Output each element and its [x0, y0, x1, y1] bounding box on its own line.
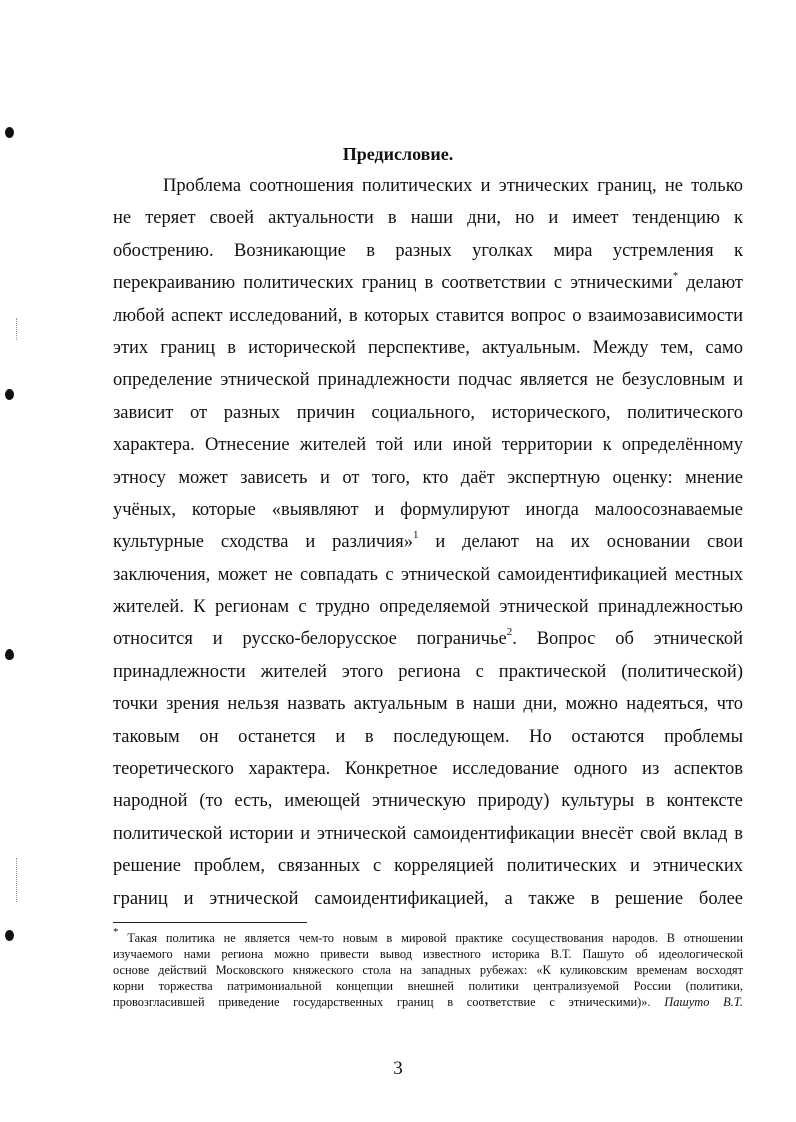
- text-line: не теряет своей актуальности в наши дни, но и имеет тенденцию к: [113, 208, 743, 229]
- footnote-separator: [113, 922, 307, 923]
- page-title: Предисловие.: [342, 144, 454, 164]
- text-line: определение этнической принадлежности подчас является не безусловным и: [113, 370, 743, 391]
- text-line: политической истории и этнической самоидентификации внесёт свой вклад в: [113, 823, 743, 844]
- text-line: культурные сходства и различия»$^1$ и делают на их основании свои: [113, 529, 743, 553]
- margin-dots: [16, 858, 18, 902]
- text-line: этих границ в исторической перспективе, актуальным. Между тем, само: [113, 337, 743, 358]
- footnote-line: корни торжества патримониальной концепции внешней политики централизуемой России (политики,: [113, 979, 743, 994]
- text-line: учёных, которые «выявляют и формулируют иногда малоосознаваемые: [113, 499, 743, 520]
- margin-bullet: [5, 649, 14, 660]
- text-line: народной (то есть, имеющей этническую природу) культуры в контексте: [113, 791, 743, 812]
- footnote-line: основе действий Московского княжеского стола на западных рубежах: «К куликовским временам восходят: [113, 963, 743, 978]
- text-line: жителей. К регионам с трудно определяемой этнической принадлежностью: [113, 597, 743, 618]
- text-line: обострению. Возникающие в разных уголках мира устремления к: [113, 240, 743, 261]
- text-line: любой аспект исследований, в которых ставится вопрос о взаимозависимости: [113, 305, 743, 326]
- text-line: относится и русско-белорусское пограничье$^2$. Вопрос об этнической: [113, 626, 743, 650]
- text-line: решение проблем, связанных с корреляцией политических и этнических: [113, 856, 743, 877]
- body-paragraph: [113, 170, 743, 915]
- text-line: таковым он останется и в последующем. Но остаются проблемы: [113, 726, 743, 747]
- margin-bullet: [5, 127, 14, 138]
- footnote-line: провозгласившей приведение государственных границ в соответствие с этническими)». Пашуто В.Т.: [113, 995, 743, 1010]
- margin-bullet: [5, 930, 14, 941]
- text-line: границ и этнической самоидентификацией, а также в решение более: [113, 888, 743, 909]
- text-line: перекраиванию политических границ в соответствии с этническими* делают: [113, 270, 743, 294]
- footnote-mark: 1: [413, 529, 419, 542]
- text-line: заключения, может не совпадать с этнической самоидентификацией местных: [113, 564, 743, 585]
- margin-bullet: [5, 389, 14, 400]
- text-line: теоретического характера. Конкретное исследование одного из аспектов: [113, 759, 743, 780]
- footnote-line: * Такая политика не является чем-то новым в мировой практике сосуществования народов. В отношении: [113, 925, 743, 945]
- text-line: зависит от разных причин социального, исторического, политического: [113, 402, 743, 423]
- footnote-author: Пашуто В.Т.: [664, 995, 743, 1010]
- footnote-mark: *: [672, 270, 679, 283]
- footnote: [113, 925, 743, 1010]
- text-line: характера. Отнесение жителей той или иной территории к определённому: [113, 435, 743, 456]
- text-line: этносу может зависеть и от того, кто даёт экспертную оценку: мнение: [113, 467, 743, 488]
- page-number: 3: [393, 1058, 403, 1079]
- text-line: Проблема соотношения политических и этнических границ, не только: [163, 176, 743, 196]
- footnote-mark: 2: [506, 626, 513, 639]
- footnote-mark: *: [113, 925, 119, 938]
- text-line: принадлежности жителей этого региона с практической (политической): [113, 661, 743, 682]
- text-line: точки зрения нельзя назвать актуальным в наши дни, можно надеяться, что: [113, 694, 743, 715]
- margin-dots: [16, 318, 18, 340]
- footnote-line: изучаемого нами региона можно привести вывод известного историка В.Т. Пашуто об идеологической: [113, 947, 743, 962]
